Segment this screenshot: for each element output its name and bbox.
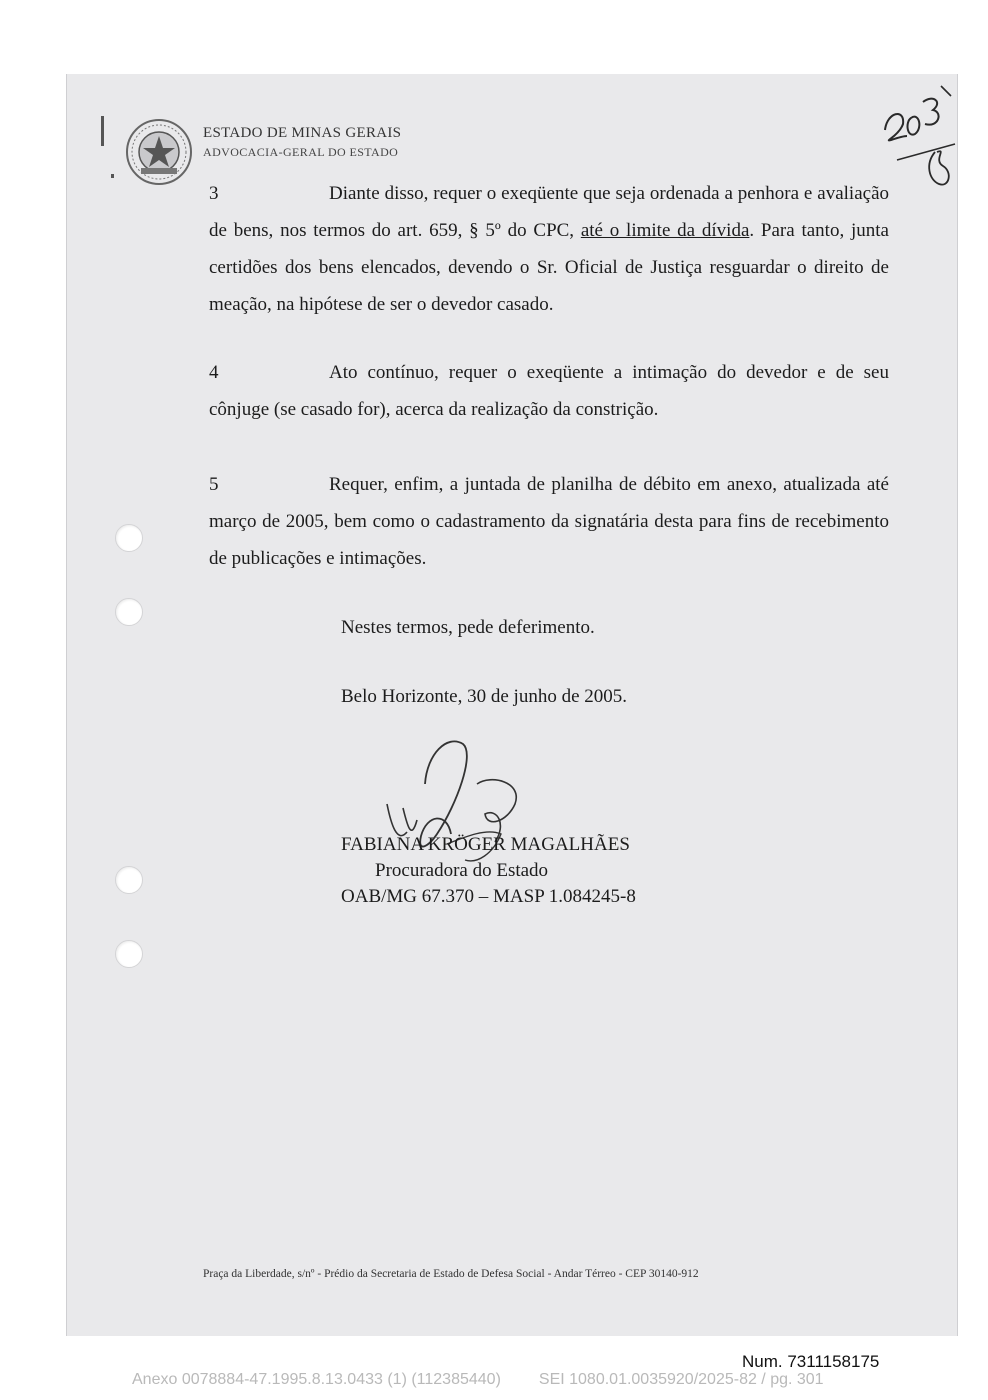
punch-hole [115, 940, 143, 968]
paragraph-text-end: . Para tanto, junta certidões dos bens elencados, devendo o Sr. Oficial de Justiça resguardar o direito de meação, na hipótese de ser o devedor casado. [209, 220, 889, 315]
paragraph-text: Ato contínuo, requer o exeqüente a intimação do devedor e de seu cônjuge (se casado for), acerca da realização da constrição. [209, 362, 889, 420]
scan-mark [111, 174, 114, 178]
paragraph-text: Diante disso, requer o exeqüente que seja ordenada a penhora e avaliação de bens, nos termos do art. 659, § 5º do CPC, [209, 183, 889, 241]
place-date: Belo Horizonte, 30 de junho de 2005. [341, 686, 628, 707]
signatory-block [341, 832, 636, 910]
organization-department: ADVOCACIA-GERAL DO ESTADO [203, 145, 399, 159]
paragraph-text: Requer, enfim, a juntada de planilha de débito em anexo, atualizada até março de 2005, bem como o cadastramento da signatária desta para fins de recebimento de publicações e intimações. [209, 474, 889, 569]
signatory-name: FABIANA KRÖGER MAGALHÃES [341, 834, 630, 855]
minas-gerais-coat-of-arms-icon [125, 118, 193, 186]
signatory-registration: OAB/MG 67.370 – MASP 1.084245-8 [341, 886, 636, 907]
closing-line: Nestes termos, pede deferimento. [341, 617, 595, 638]
document-number-stamp: Num. 7311158175 [742, 1352, 880, 1371]
scan-mark [101, 116, 104, 146]
paragraph-3 [209, 175, 889, 323]
underlined-text: até o limite da dívida [580, 220, 750, 241]
folio-number-handwriting [877, 82, 957, 212]
paragraph-5 [209, 466, 889, 577]
footer-address: Praça da Liberdade, s/nº - Prédio da Secretaria de Estado de Defesa Social - Andar Térreo - CEP 30140-912 [203, 1268, 699, 1280]
paragraph-number: 3 [209, 183, 219, 204]
punch-hole [115, 524, 143, 552]
paragraph-number: 4 [209, 362, 219, 383]
punch-hole [115, 866, 143, 894]
paragraph-number: 5 [209, 474, 219, 495]
signatory-role: Procuradora do Estado [375, 860, 549, 881]
annex-reference [132, 1371, 824, 1389]
organization-state: ESTADO DE MINAS GERAIS [203, 125, 402, 141]
paragraph-4 [209, 354, 889, 428]
annex-id: Anexo 0078884-47.1995.8.13.0433 (1) (112385440) [132, 1371, 501, 1388]
punch-hole [115, 598, 143, 626]
scanned-page [66, 74, 958, 1336]
sei-reference: SEI 1080.01.0035920/2025-82 / pg. 301 [538, 1371, 824, 1388]
